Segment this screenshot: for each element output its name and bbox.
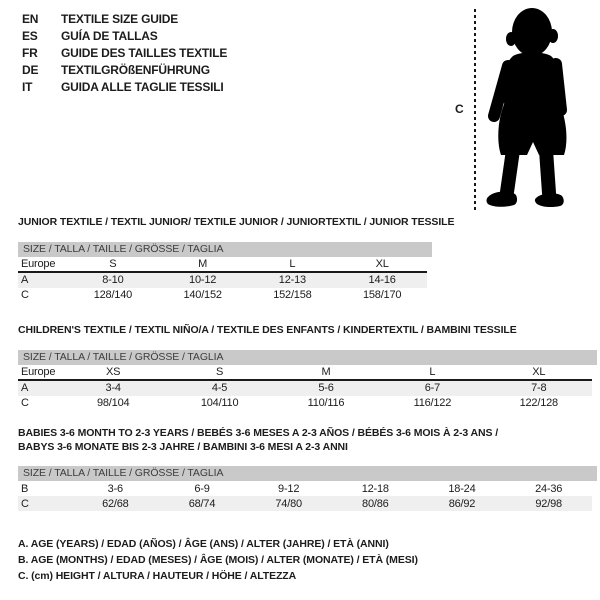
section-title-line1: BABIES 3-6 MONTH TO 2-3 YEARS / BEBÉS 3-6 MESES A 2-3 AÑOS / BÉBÉS 3-6 MOIS À 2-3 ANS / — [18, 427, 499, 439]
size-col-header: L — [248, 257, 338, 272]
row-label: C — [21, 397, 29, 409]
table-row-age — [18, 380, 592, 396]
cell-value: 18-24 — [448, 482, 476, 495]
lang-label: GUIDA ALLE TAGLIE TESSILI — [61, 80, 224, 94]
junior-size-table — [18, 257, 427, 303]
section-childrens-textile — [18, 324, 597, 411]
region-label: Europe — [18, 257, 68, 272]
language-title-list — [22, 11, 227, 96]
table-row-height — [18, 396, 592, 411]
height-dotted-line — [474, 9, 476, 211]
size-col-header: M — [273, 365, 379, 380]
lang-row-de — [22, 62, 227, 79]
cell-value: 62/68 — [102, 497, 129, 510]
cell-value: 12-18 — [361, 482, 389, 495]
cell-value: 3-6 — [107, 482, 123, 495]
cell-value: 3-4 — [105, 382, 121, 394]
cell-value: 80/86 — [362, 497, 389, 510]
row-label: A — [21, 274, 29, 286]
legend-line-a: A. AGE (YEARS) / EDAD (AÑOS) / ÂGE (ANS) / ALTER (JAHRE) / ETÀ (ANNI) — [18, 538, 389, 550]
table-row-age-months — [18, 481, 592, 496]
table-row-height — [18, 496, 592, 511]
lang-label: TEXTILE SIZE GUIDE — [61, 12, 179, 26]
lang-code: FR — [22, 46, 38, 60]
lang-code: EN — [22, 12, 39, 26]
lang-code: DE — [22, 63, 39, 77]
cell-value: 128/140 — [93, 289, 133, 301]
size-col-header: M — [158, 257, 248, 272]
legend-line-c: C. (cm) HEIGHT / ALTURA / HAUTEUR / HÖHE / ALTEZZA — [18, 570, 297, 582]
lang-row-it — [22, 79, 227, 96]
cell-value: 68/74 — [188, 497, 216, 510]
cell-value: 5-6 — [318, 382, 334, 394]
size-bar: SIZE / TALLA / TAILLE / GRÖSSE / TAGLIA — [18, 350, 597, 365]
lang-row-es — [22, 28, 227, 45]
size-bar: SIZE / TALLA / TAILLE / GRÖSSE / TAGLIA — [18, 242, 432, 257]
cell-value: 86/92 — [448, 497, 476, 510]
section-title-line2: BABYS 3-6 MONATE BIS 2-3 JAHRE / BAMBINI 3-6 MESI A 2-3 ANNI — [18, 440, 348, 453]
cell-value: 110/116 — [307, 397, 345, 409]
babies-size-table — [18, 481, 592, 511]
size-col-header: S — [166, 365, 272, 380]
cell-value: 116/122 — [413, 397, 452, 409]
size-col-header: XS — [60, 365, 166, 380]
size-col-header: S — [68, 257, 158, 272]
legend-line-b: B. AGE (MONTHS) / EDAD (MESES) / ÂGE (MOIS) / ALTER (MONATE) / ETÀ (MESI) — [18, 554, 418, 566]
measure-legend — [18, 536, 418, 584]
region-label: Europe — [18, 365, 60, 380]
lang-label: TEXTILGRÖßENFÜHRUNG — [61, 63, 210, 77]
table-row-age — [18, 272, 427, 288]
section-junior-textile — [18, 216, 454, 303]
lang-code: ES — [22, 29, 38, 43]
row-label: B — [21, 482, 29, 495]
cell-value: 158/170 — [362, 289, 402, 301]
children-size-table — [18, 365, 592, 411]
size-col-header: XL — [337, 257, 427, 272]
cell-value: 74/80 — [275, 497, 302, 510]
size-bar: SIZE / TALLA / TAILLE / GRÖSSE / TAGLIA — [18, 466, 597, 481]
lang-code: IT — [22, 80, 33, 94]
section-babies-textile — [18, 427, 597, 511]
cell-value: 152/158 — [273, 289, 312, 301]
lang-row-fr — [22, 45, 227, 62]
cell-value: 92/98 — [535, 497, 562, 510]
section-title: CHILDREN'S TEXTILE / TEXTIL NIÑO/A / TEXTILE DES ENFANTS / KINDERTEXTIL / BAMBINI TESSILE — [18, 324, 517, 336]
cell-value: 6-9 — [194, 482, 210, 495]
cell-value: 9-12 — [278, 482, 300, 495]
lang-label: GUIDE DES TAILLES TEXTILE — [61, 46, 228, 60]
cell-value: 8-10 — [102, 274, 124, 286]
cell-value: 7-8 — [531, 382, 547, 394]
height-measure-label: C — [455, 102, 464, 116]
table-header-row — [18, 365, 592, 380]
cell-value: 12-13 — [278, 274, 306, 286]
cell-value: 104/110 — [200, 397, 239, 409]
cell-value: 14-16 — [368, 274, 396, 286]
height-measure-figure — [448, 0, 600, 218]
size-col-header: L — [379, 365, 485, 380]
size-col-header: XL — [486, 365, 592, 380]
lang-label: GUÍA DE TALLAS — [61, 29, 158, 43]
cell-value: 140/152 — [183, 289, 222, 301]
table-header-row — [18, 257, 427, 272]
cell-value: 10-12 — [189, 274, 217, 286]
row-label: C — [21, 289, 29, 301]
cell-value: 24-36 — [535, 482, 563, 495]
row-label: A — [21, 382, 29, 394]
row-label: C — [21, 497, 29, 510]
table-row-height — [18, 288, 427, 303]
cell-value: 122/128 — [519, 397, 558, 409]
cell-value: 6-7 — [424, 382, 441, 394]
toddler-silhouette-image — [482, 4, 600, 214]
section-title: JUNIOR TEXTILE / TEXTIL JUNIOR/ TEXTILE JUNIOR / JUNIORTEXTIL / JUNIOR TESSILE — [18, 216, 455, 228]
lang-row-en — [22, 11, 227, 28]
cell-value: 4-5 — [211, 382, 228, 394]
cell-value: 98/104 — [96, 397, 130, 409]
